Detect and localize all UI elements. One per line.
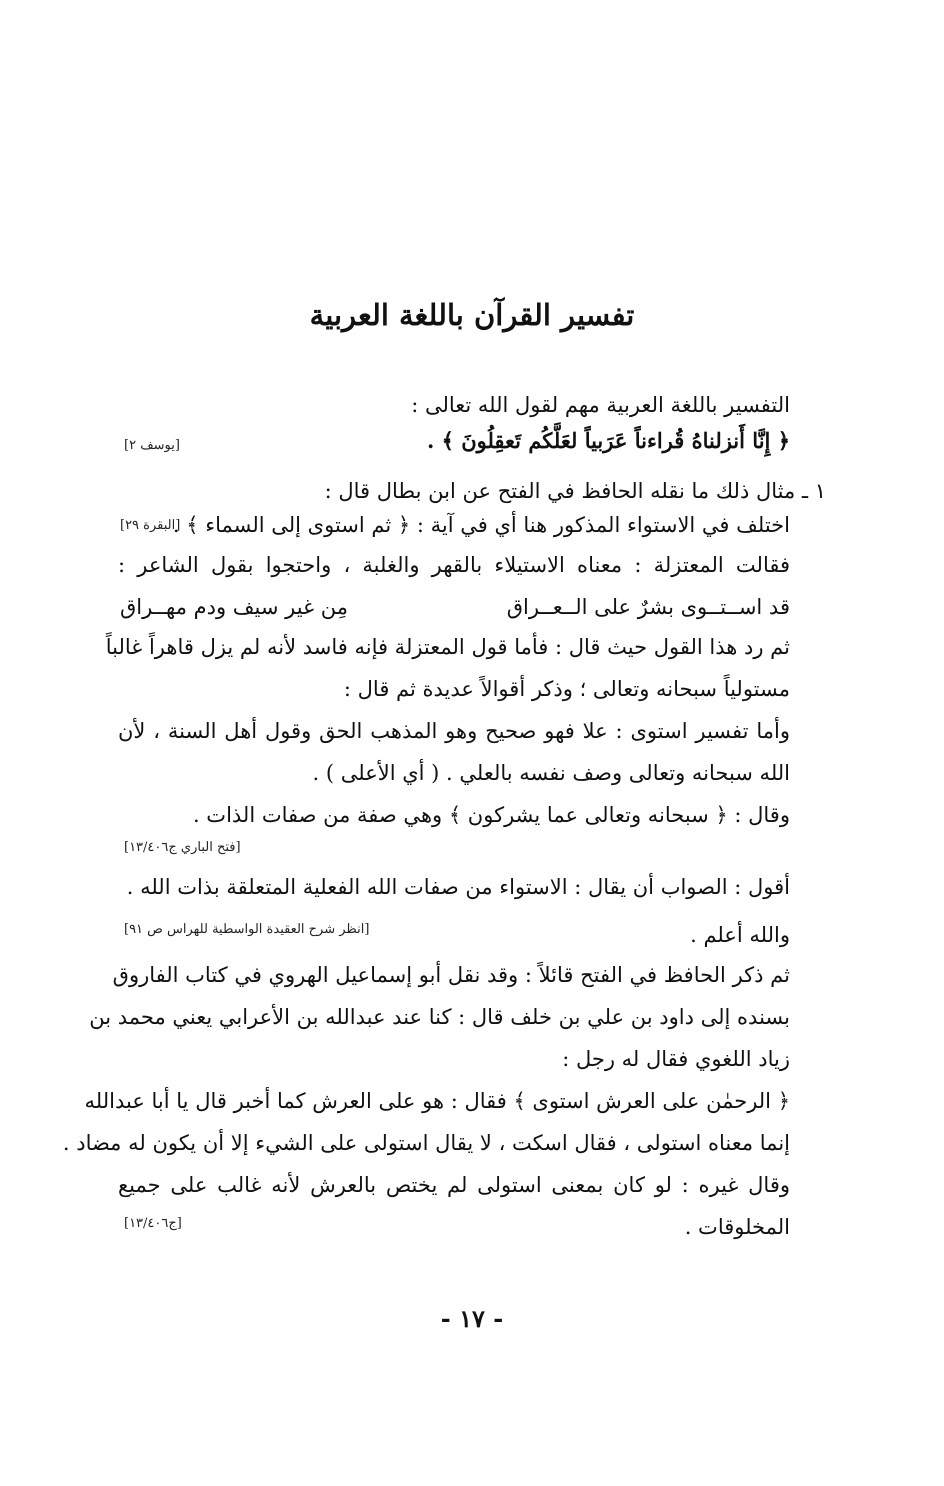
text-line-18: إنما معناه استولى ، فقال اسكت ، لا يقال استولى على الشيء إلا أن يكون له مضاد . <box>62 1131 790 1155</box>
poem-first-hemistich: قد اســتــوى بشرٌ على الــعــراق <box>506 595 790 619</box>
reference-yusuf: [يوسف ٢] <box>124 438 180 453</box>
page-title: تفسير القرآن باللغة العربية <box>309 298 635 332</box>
text-line-5: فقالت المعتزلة : معناه الاستيلاء بالقهر والغلبة ، واحتجوا بقول الشاعر : <box>118 553 790 577</box>
reference-fath-albari: [فتح الباري ج١٣/٤٠٦] <box>124 840 241 855</box>
reference-final: [ج١٣/٤٠٦] <box>124 1216 182 1231</box>
poem-second-hemistich: مِن غير سيف ودم مهــراق <box>120 595 348 619</box>
reference-baqara: [البقرة ٢٩] <box>120 518 181 533</box>
text-line-8: مستولياً سبحانه وتعالى ؛ وذكر أقوالاً عديدة ثم قال : <box>343 677 790 701</box>
quran-verse-1: ﴿ إِنَّا أَنزلناهُ قُراءناً عَرَبياً لعَلَّكُم تَعقِلُونَ ﴾ . <box>426 428 790 453</box>
text-line-15: بسنده إلى داود بن علي بن خلف قال : كنا عند عبدالله بن الأعرابي يعني محمد بن <box>89 1005 790 1029</box>
text-line-14: ثم ذكر الحافظ في الفتح قائلاً : وقد نقل أبو إسماعيل الهروي في كتاب الفاروق <box>112 963 790 987</box>
text-line-1: التفسير باللغة العربية مهم لقول الله تعالى : <box>411 393 790 417</box>
text-line-3: ١ ـ مثال ذلك ما نقله الحافظ في الفتح عن ابن بطال قال : <box>324 479 826 503</box>
text-line-12: أقول : الصواب أن يقال : الاستواء من صفات الله الفعلية المتعلقة بذات الله . <box>126 875 790 899</box>
page-number: - ١٧ - <box>440 1304 504 1333</box>
text-line-17: ﴿ الرحمٰن على العرش استوى ﴾ فقال : هو على العرش كما أخبر قال يا أبا عبدالله <box>84 1089 790 1113</box>
text-line-11: وقال : ﴿ سبحانه وتعالى عما يشركون ﴾ وهي صفة من صفات الذات . <box>192 803 790 827</box>
text-line-20: المخلوقات . <box>684 1215 790 1239</box>
reference-sharh-wasitiya: [انظر شرح العقيدة الواسطية للهراس ص ٩١] <box>124 922 370 937</box>
text-line-16: زياد اللغوي فقال له رجل : <box>562 1047 790 1071</box>
text-line-19: وقال غيره : لو كان بمعنى استولى لم يختص بالعرش لأنه غالب على جميع <box>118 1173 790 1197</box>
text-line-4: اختلف في الاستواء المذكور هنا أي في آية : ﴿ ثم استوى إلى السماء ﴾ . <box>172 513 790 537</box>
text-line-7: ثم رد هذا القول حيث قال : فأما قول المعتزلة فإنه فاسد لأنه لم يزل قاهراً غالباً <box>105 635 790 659</box>
text-line-9: وأما تفسير استوى : علا فهو صحيح وهو المذهب الحق وقول أهل السنة ، لأن <box>118 719 790 743</box>
text-line-10: الله سبحانه وتعالى وصف نفسه بالعلي . ( أي الأعلى ) . <box>312 761 790 785</box>
text-line-13: والله أعلم . <box>690 923 790 947</box>
